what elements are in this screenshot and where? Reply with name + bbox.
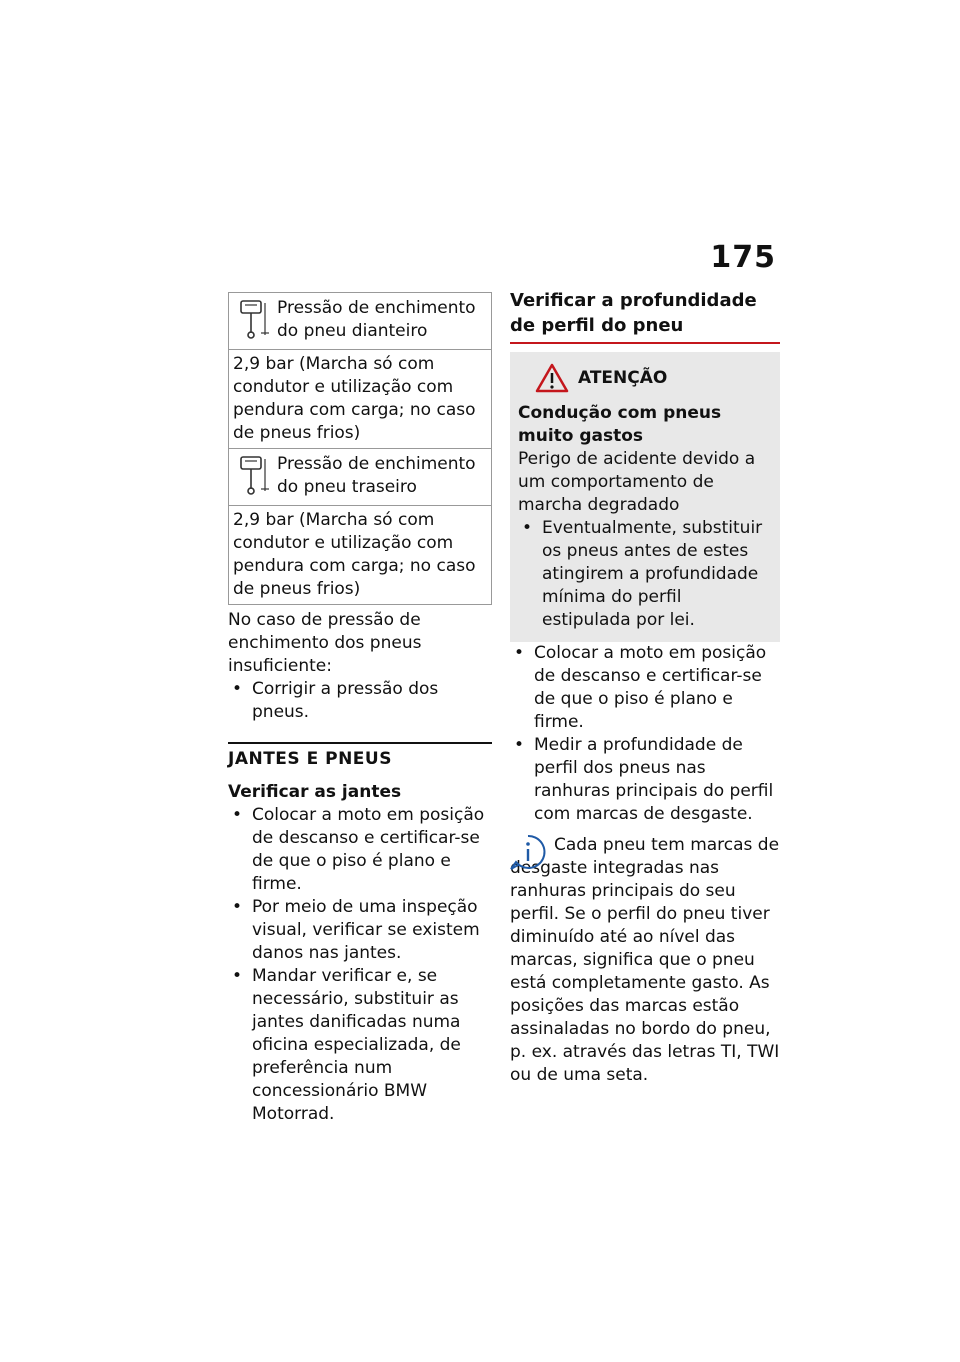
section-steps bbox=[228, 804, 492, 1126]
spec-front-pressure bbox=[228, 292, 492, 449]
left-column bbox=[228, 292, 492, 1126]
list-item: • Mandar verificar e, se necessário, substituir as jantes danificadas numa oficina especializada, de preferência num concessionário BMW Motorrad. bbox=[228, 965, 492, 1126]
right-column bbox=[510, 288, 780, 1087]
spec-value: 2,9 bar (Marcha só com condutor e utilização com pendura com carga; no caso de pneus frios) bbox=[233, 510, 476, 599]
warning-steps bbox=[518, 517, 772, 632]
warning-text: Perigo de acidente devido a um comportamento de marcha degradado bbox=[518, 449, 756, 515]
list-item: • Corrigir a pressão dos pneus. bbox=[228, 678, 492, 724]
list-item: • Eventualmente, substituir os pneus antes de estes atingirem a profundidade mínima do perfil estipulada por lei. bbox=[518, 517, 772, 632]
right-title: Verificar a profundidade de perfil do pneu bbox=[510, 288, 780, 344]
spec-rear-pressure bbox=[228, 449, 492, 605]
warning-box bbox=[510, 352, 780, 642]
list-item: • Colocar a moto em posição de descanso e certificar-se de que o piso é plano e firme. bbox=[510, 642, 780, 734]
info-text: Cada pneu tem marcas de desgaste integradas nas ranhuras principais do seu perfil. Se o perfil do pneu tiver diminuído até ao nível das marcas, significa que o pneu está completamente gasto. As posições das marcas estão assinaladas no bordo do pneu, p. ex. através das letras TI, TWI ou de uma seta. bbox=[510, 835, 780, 1085]
spec-value: 2,9 bar (Marcha só com condutor e utilização com pendura com carga; no caso de pneus frios) bbox=[233, 354, 476, 443]
low-pressure-text: No caso de pressão de enchimento dos pneus insuficiente: bbox=[228, 610, 422, 676]
warning-triangle-icon bbox=[534, 362, 570, 394]
low-pressure-steps bbox=[228, 678, 492, 724]
warning-label: ATENÇÃO bbox=[578, 367, 668, 388]
spec-title: Pressão de enchimento do pneu traseiro bbox=[277, 454, 476, 497]
info-note bbox=[510, 834, 780, 1087]
section-title: JANTES E PNEUS bbox=[228, 749, 392, 769]
spec-title: Pressão de enchimento do pneu dianteiro bbox=[277, 298, 476, 341]
tire-pressure-icon bbox=[235, 453, 271, 497]
section-divider bbox=[228, 742, 492, 771]
page-number: 175 bbox=[710, 240, 776, 275]
section-subtitle: Verificar as jantes bbox=[228, 782, 402, 802]
tire-pressure-icon bbox=[235, 297, 271, 341]
warning-heading: Condução com pneus muito gastos bbox=[518, 403, 722, 446]
info-icon bbox=[508, 832, 548, 872]
list-item: • Medir a profundidade de perfil dos pneus nas ranhuras principais do perfil com marcas de desgaste. bbox=[510, 734, 780, 826]
list-item: • Colocar a moto em posição de descanso e certificar-se de que o piso é plano e firme. bbox=[228, 804, 492, 896]
list-item: • Por meio de uma inspeção visual, verificar se existem danos nas jantes. bbox=[228, 896, 492, 965]
right-steps bbox=[510, 642, 780, 826]
